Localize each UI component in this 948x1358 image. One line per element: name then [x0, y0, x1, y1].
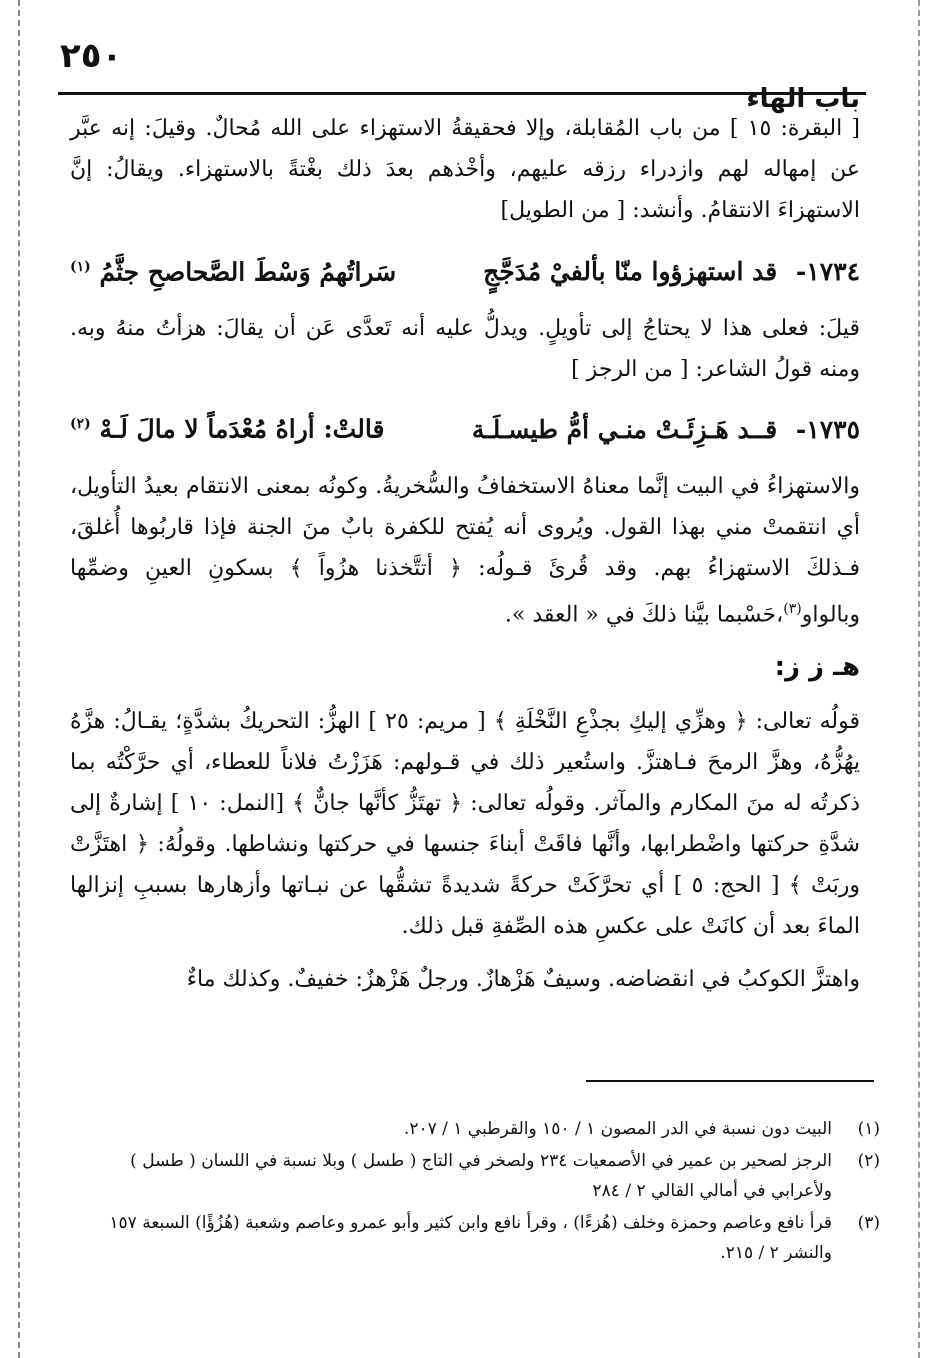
page-number: ٢٥٠	[60, 36, 123, 76]
verse-first-hemistich	[465, 408, 860, 452]
main-text	[70, 108, 860, 1012]
footnote-rule	[586, 1080, 874, 1082]
paragraph: قيلَ: فعلى هذا لا يحتاجُ إلى تأويلٍ. ويدلُّ عليه أنه تَعدَّى عَن أن يقالَ: هزأتُ منهُ وبه. ومنه قولُ الشاعر: [ من الرجز ]	[70, 316, 860, 383]
paragraph: [ البقرة: ١٥ ] من باب المُقابلة، وإلا فحقيقةُ الاستهزاء على الله مُحالٌ. وقيلَ: إنه عبَّر عن إمهاله لهم وازدراء رزقه عليهم، وأخْذهم بعدَ ذلك بغْتةً بالاستهزاء. ويقالُ: إنَّ الاستهزاءَ الانتقامُ. وأنشد: [ من الطويل]	[70, 116, 860, 223]
verse-1735	[70, 402, 860, 451]
verse-first-hemistich	[465, 250, 860, 294]
footnote-marker: (١)	[70, 259, 91, 275]
scan-edge-right	[918, 0, 920, 1358]
paragraph	[70, 466, 860, 635]
verse-number: ١٧٣٤-	[795, 257, 860, 287]
verse-hemistich-text: قالتْ: أراهُ مُعْدَماً لا مالَ لَـهْ	[99, 414, 385, 444]
verse-second-hemistich	[70, 245, 465, 294]
verse-hemistich-text: سَراتُهمُ وَسْطَ الصَّحاصحِ جثَّمُ	[99, 257, 397, 287]
footnote-text: الرجز لصحير بن عمير في الأصمعيات ٢٣٤ ولصخر في التاج ( طسل ) وبلا نسبة في اللسان ( طسل ) ولأعرابي في أمالي القالي ٢ / ٢٨٤	[130, 1151, 832, 1201]
verse-second-hemistich	[70, 402, 465, 451]
verse-hemistich-text: قــد هَـزِئَـتْ منـي أمُّ طيسـلَـة	[471, 414, 778, 444]
footnote-marker: (٣)	[783, 600, 802, 617]
footnote	[80, 1208, 880, 1268]
footnote-text: قرأ نافع وعاصم وحمزة وخلف (هُزءًا) ، وقرأ نافع وابن كثير وأبو عمرو وعاصم وشعبة (هُزُؤًا) السبعة ١٥٧ والنشر ٢ / ٢١٥.	[109, 1213, 832, 1263]
footnote-text: البيت دون نسبة في الدر المصون ١ / ١٥٠ والقرطبي ١ / ٢٠٧.	[403, 1119, 832, 1139]
verse-1734	[70, 245, 860, 294]
header-rule	[58, 92, 866, 95]
footnote	[80, 1114, 880, 1144]
paragraph-text: والاستهزاءُ في البيت إنَّما معناهُ الاستخفافُ والسُّخريةُ. وكونُه بمعنى الانتقام بعيدُ التأويل، أي انتقمتْ مني بهذا القول. ويُروى أنه يُفتح للكفرة بابٌ منَ الجنة فإذا قاربُوها أُغلقَ، فـذلكَ الاستهزاءُ بهم. وقد قُرئَ قـولُه: ﴿ أتتَّخذنا هزُواً ﴾ بسكونِ العينِ وضمِّها وبالواو	[70, 473, 860, 627]
scan-edge-left	[18, 0, 20, 1358]
paragraph: قولُه تعالى: ﴿ وهزِّي إليكِ بجذْعِ النَّخْلَةِ ﴾ [ مريم: ٢٥ ] الهزُّ: التحريكُ بشدَّةٍ؛ يقـالُ: هزَّهُ يهُزُّهُ، وهزَّ الرمحَ فـاهتزَّ. واستُعير ذلك في قـولهم: هَزَزْتُ فلاناً للعطاء، أي حرَّكْتُه بما ذكرتُه له منَ المكارم والمآثر. وقولُه تعالى: ﴿ تهتَزُّ كأنَّها جانٌّ ﴾ [النمل: ١٠ ] إشارةٌ إلى شدَّةِ حركتها واضْطرابها، وأنَّها فاقَتْ أبناءَ جنسها في حركتها ونشاطها. وقولُهُ: ﴿ اهتَزَّتْ وربَتْ ﴾ [ الحج: ٥ ] أي تحرَّكَتْ حركةً شديدةً تشقُّها عن نبـاتها وأزهارها بسببِ إنزالها الماءَ بعد أن كانَتْ على عكسِ هذه الصِّفةِ قبل ذلك.	[70, 708, 860, 939]
footnote-marker: (٢)	[70, 416, 91, 433]
footnote	[80, 1146, 880, 1206]
entry-heading: هـ ز ز:	[774, 651, 860, 682]
footnote-number: (٣)	[857, 1213, 880, 1233]
paragraph: واهتزَّ الكوكبُ في انقضاضه. وسيفٌ هَزْهازٌ. ورجلٌ هَزْهزٌ: خفيفٌ. وكذلك ماءٌ	[186, 966, 860, 992]
paragraph-text: ،حَسْبما بيَّنا ذلكَ في « العقد ».	[504, 601, 784, 627]
footnote-number: (٢)	[857, 1151, 880, 1171]
footnote-number: (١)	[857, 1119, 880, 1139]
running-head: باب الهاء	[746, 84, 860, 114]
verse-hemistich-text: قد استهزؤوا منّا بألفيْ مُدَجَّجٍ	[483, 257, 778, 287]
footnotes	[80, 1114, 880, 1270]
verse-number: ١٧٣٥-	[795, 414, 860, 444]
